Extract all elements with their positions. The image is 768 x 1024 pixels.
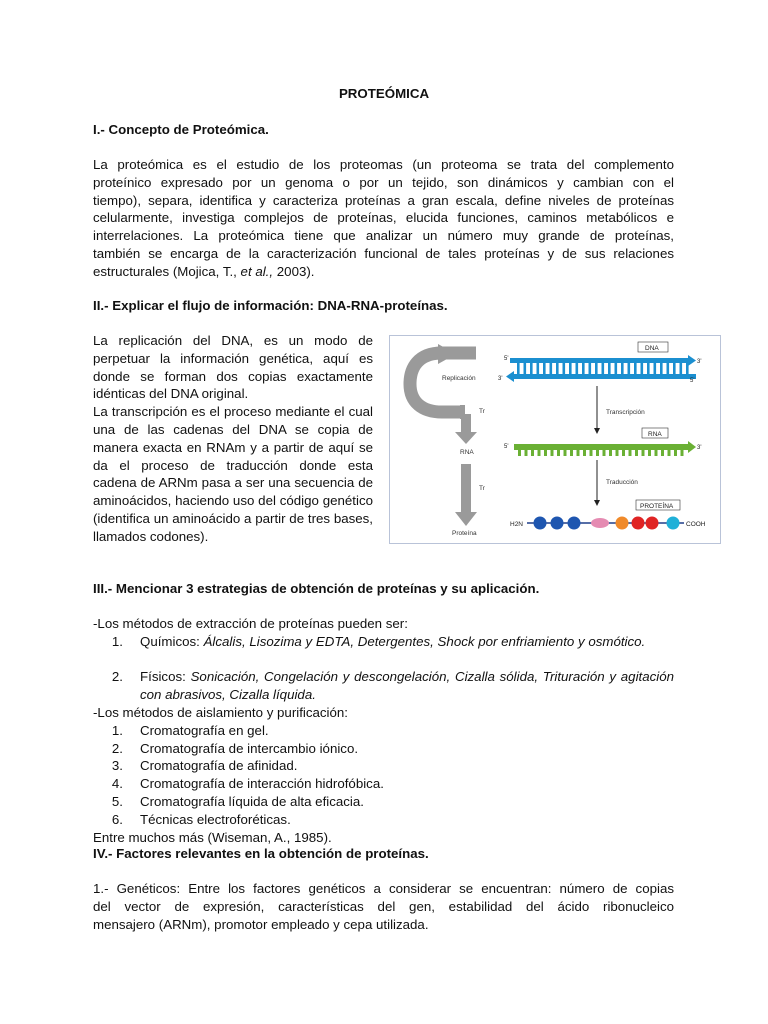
base-pair-rung	[563, 363, 566, 374]
rna-base	[531, 450, 534, 456]
list-text: Cromatografía de intercambio iónico.	[140, 740, 359, 756]
list-number: 4.	[111, 776, 123, 792]
rna-base	[577, 450, 580, 456]
closing-citation: Entre muchos más (Wiseman, A., 1985).	[93, 829, 332, 845]
section-4-paragraph	[93, 880, 674, 933]
base-pair-rung	[647, 363, 650, 374]
base-pair-rung	[615, 363, 618, 374]
list-italic: Sonicación, Congelación y descongelación, Cizalla sólida, Trituración y agitación con abrasivos, Cizalla líquida.	[140, 669, 675, 703]
list-item	[93, 722, 674, 740]
rna-base	[564, 450, 567, 456]
rna-base	[668, 450, 671, 456]
list-number: 2.	[111, 669, 123, 685]
dna-5prime-top: 5'	[504, 356, 509, 362]
base-pair-rung	[589, 363, 592, 374]
section-2-heading: II.- Explicar el flujo de información: DNA-RNA-proteínas.	[93, 298, 448, 313]
rna-left-label: RNA	[460, 449, 474, 456]
list-text: Cromatografía de interacción hidrofóbica.	[140, 776, 384, 792]
rna-base	[551, 450, 554, 456]
base-pair-rung	[517, 363, 520, 374]
base-pair-rung	[654, 363, 657, 374]
dna-rna-protein-figure	[389, 335, 721, 544]
list-item	[93, 633, 674, 669]
base-pair-rung	[673, 363, 676, 374]
rna-base	[590, 450, 593, 456]
dna-double-strand	[506, 355, 696, 382]
list-number: 6.	[111, 811, 123, 827]
rna-base	[603, 450, 606, 456]
section-2-text-column	[93, 332, 373, 546]
paragraph-line: del vector de expresión, características del gen, estabilidad del ácido ribonucleico	[93, 898, 674, 914]
cooh-label: COOH	[686, 521, 706, 528]
list-item	[93, 740, 674, 758]
amino-acid-bead	[551, 517, 564, 530]
citation-et-al: et al.,	[240, 263, 274, 279]
dna-3prime-top: 3'	[697, 359, 702, 365]
extraction-methods	[93, 615, 674, 846]
base-pair-rung	[556, 363, 559, 374]
list-item	[93, 775, 674, 793]
list-item	[93, 793, 674, 811]
base-pair-rung	[550, 363, 553, 374]
rna-base	[596, 450, 599, 456]
replicacion-label: Replicación	[442, 375, 476, 382]
paragraph-line: proteínico expresado por un genoma o por un tejido, son dinámicos y cambian con el	[93, 174, 674, 190]
transcription-paragraph: La transcripción es el proceso mediante el cual una de las cadenas del DNA se copia de manera exacta en RNAm y a partir de aquí se da el proceso de traducción donde esta cadena de ARNm pasa a ser una secuencia de aminoácidos, haciendo uso del código genético (identifica un aminoácido a partir de tres bases, llamados codones).	[93, 404, 373, 544]
transcripcion-label: Transcripción	[606, 409, 645, 416]
amino-acid-chain	[534, 517, 680, 530]
base-pair-rung	[602, 363, 605, 374]
rna-base	[655, 450, 658, 456]
base-pair-rung	[595, 363, 598, 374]
base-pair-rung	[569, 363, 572, 374]
base-pair-rung	[680, 363, 683, 374]
base-pair-rung	[576, 363, 579, 374]
amino-acid-bead	[616, 517, 629, 530]
amino-acid-bead	[534, 517, 547, 530]
list-item	[93, 757, 674, 775]
rna-base	[648, 450, 651, 456]
section-1-paragraph	[93, 156, 674, 281]
section-1-heading: I.- Concepto de Proteómica.	[93, 122, 269, 137]
dna-3prime-bottom: 3'	[498, 376, 503, 382]
base-pair-rung	[537, 363, 540, 374]
rna-base	[635, 450, 638, 456]
rna-base	[538, 450, 541, 456]
base-pair-rung	[543, 363, 546, 374]
paragraph-line: también se encarga de la caracterización funcional de tales proteínas y de sus relaciones	[93, 245, 674, 261]
list-text: Cromatografía líquida de alta eficacia.	[140, 793, 364, 809]
rna-base	[629, 450, 632, 456]
amino-acid-bead	[646, 517, 659, 530]
list-number: 1.	[111, 722, 123, 738]
rna-base	[616, 450, 619, 456]
paragraph-line: mensajero (ARNm), promotor empleado y cepa utilizada.	[93, 916, 429, 932]
base-pair-rung	[582, 363, 585, 374]
replication-paragraph: La replicación del DNA, es un modo de perpetuar la información genética, aquí es donde se forman dos copias exactamente idénticas del DNA original.	[93, 333, 373, 402]
rna-base	[557, 450, 560, 456]
extraction-intro: -Los métodos de extracción de proteínas pueden ser:	[93, 616, 408, 631]
amino-acid-bead	[667, 517, 680, 530]
base-pair-rung	[660, 363, 663, 374]
amino-acid-bead	[568, 517, 581, 530]
rna-tag: RNA	[648, 431, 662, 438]
rna-3prime: 3'	[697, 445, 702, 451]
page-title: PROTEÓMICA	[338, 86, 430, 101]
base-pair-rung	[530, 363, 533, 374]
purification-intro: -Los métodos de aislamiento y purificación:	[93, 704, 348, 720]
rna-base	[642, 450, 645, 456]
dna-tag: DNA	[645, 345, 659, 352]
rna-base	[525, 450, 528, 456]
list-prefix: Químicos:	[140, 633, 204, 649]
rna-base	[583, 450, 586, 456]
list-item	[93, 811, 674, 829]
down-arrow-2	[455, 464, 477, 526]
rna-base	[544, 450, 547, 456]
base-pair-rung	[621, 363, 624, 374]
paragraph-line: La proteómica es el estudio de los proteomas (un proteoma se trata del complemento	[93, 157, 674, 172]
list-text: Técnicas electroforéticas.	[140, 811, 291, 827]
list-number: 5.	[111, 793, 123, 809]
citation-year: 2003).	[273, 263, 315, 279]
base-pair-rung	[641, 363, 644, 374]
paragraph-line: tiempo), separa, identifica y caracteriza proteínas a gran escala, define niveles de proteínas	[93, 192, 674, 208]
rna-base	[570, 450, 573, 456]
rna-base	[674, 450, 677, 456]
tr-label-1: Tr	[479, 408, 485, 415]
base-pair-rung	[628, 363, 631, 374]
base-pair-rung	[524, 363, 527, 374]
proteina-left-label: Proteína	[452, 530, 477, 537]
base-pair-rung	[634, 363, 637, 374]
rna-base	[609, 450, 612, 456]
section-4-heading: IV.- Factores relevantes en la obtención de proteínas.	[93, 846, 429, 861]
rna-base	[681, 450, 684, 456]
list-text	[140, 668, 674, 704]
list-italic: Álcalis, Lisozima y EDTA, Detergentes, Shock por enfriamiento y osmótico.	[203, 633, 646, 649]
list-number: 3.	[111, 758, 123, 774]
dna-5prime-bottom: 5'	[690, 378, 695, 384]
list-text	[140, 633, 674, 651]
list-item	[93, 668, 674, 704]
list-text: Cromatografía de afinidad.	[140, 758, 298, 774]
rna-base	[622, 450, 625, 456]
paragraph-line	[93, 263, 674, 281]
paragraph-line: 1.- Genéticos: Entre los factores genéticos a considerar se encuentran: número de copias	[93, 881, 674, 896]
paragraph-line: interrelaciones. La proteómica tiene que analizar un número muy grande de proteínas,	[93, 228, 674, 244]
section-3-heading: III.- Mencionar 3 estrategias de obtención de proteínas y su aplicación.	[93, 581, 540, 596]
base-pair-rung	[608, 363, 611, 374]
base-pair-rung	[686, 363, 689, 374]
list-number: 2.	[111, 740, 123, 756]
traduccion-label: Traducción	[606, 479, 638, 486]
proteina-tag: PROTEÍNA	[640, 503, 674, 510]
rna-base	[661, 450, 664, 456]
amino-acid-bead	[591, 518, 609, 528]
h2n-label: H2N	[510, 521, 524, 528]
paragraph-line: celularmente, investiga complejos de proteínas, elucida funciones, caminos metabólicos e	[93, 210, 674, 226]
list-prefix: Físicos:	[140, 669, 191, 685]
tr-label-2: Tr	[479, 485, 485, 492]
rna-base	[518, 450, 521, 456]
list-number: 1.	[111, 633, 123, 649]
rna-5prime: 5'	[504, 444, 509, 450]
list-text: Cromatografía en gel.	[140, 722, 269, 738]
base-pair-rung	[667, 363, 670, 374]
amino-acid-bead	[632, 517, 645, 530]
rna-strand	[514, 441, 696, 456]
citation-text: estructurales (Mojica, T.,	[93, 263, 241, 279]
